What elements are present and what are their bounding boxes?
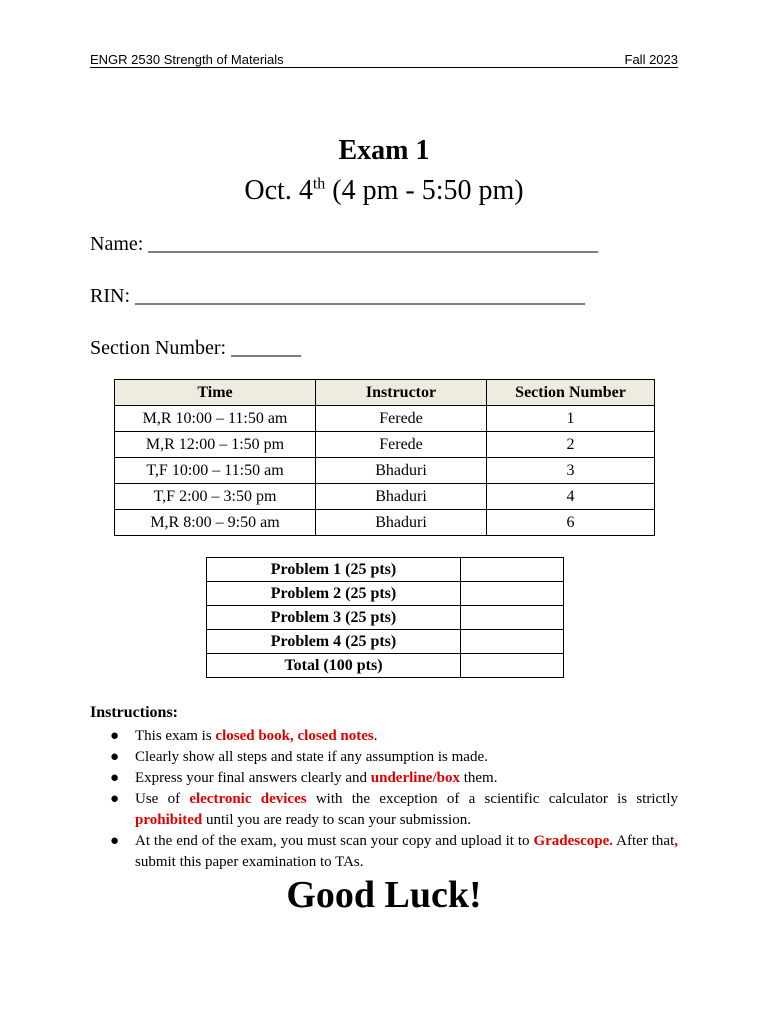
column-header-time: Time xyxy=(115,380,316,406)
score-row-total xyxy=(207,654,564,678)
score-table xyxy=(206,557,564,678)
exam-date-time: (4 pm - 5:50 pm) xyxy=(325,175,524,206)
table-row xyxy=(115,432,655,458)
cell-time: M,R 10:00 – 11:50 am xyxy=(115,406,316,432)
total-score-cell[interactable] xyxy=(461,654,564,678)
bullet-icon: ● xyxy=(110,770,120,786)
column-header-instructor: Instructor xyxy=(316,380,487,406)
instruction-text: Clearly show all steps and state if any assumption is made. xyxy=(135,749,488,765)
section-schedule-table xyxy=(114,379,655,536)
score-row xyxy=(207,606,564,630)
instruction-text: This exam is xyxy=(135,728,216,744)
cell-time: M,R 8:00 – 9:50 am xyxy=(115,510,316,536)
cell-section: 6 xyxy=(487,510,655,536)
total-label: Total (100 pts) xyxy=(207,654,461,678)
problem-label: Problem 2 (25 pts) xyxy=(207,582,461,606)
bullet-icon: ● xyxy=(110,833,120,849)
instruction-item xyxy=(90,726,678,747)
score-cell[interactable] xyxy=(461,630,564,654)
instructions-heading: Instructions: xyxy=(90,704,179,721)
instruction-emphasis: prohibited xyxy=(135,812,203,828)
instruction-item xyxy=(90,831,678,873)
score-cell[interactable] xyxy=(461,606,564,630)
cell-section: 2 xyxy=(487,432,655,458)
score-row xyxy=(207,582,564,606)
instruction-text: After that xyxy=(613,833,675,849)
course-name: ENGR 2530 Strength of Materials xyxy=(90,52,284,67)
instruction-text: Express your final answers clearly and xyxy=(135,770,371,786)
instruction-item xyxy=(90,747,678,768)
cell-time: T,F 10:00 – 11:50 am xyxy=(115,458,316,484)
cell-instructor: Bhaduri xyxy=(316,510,487,536)
cell-instructor: Bhaduri xyxy=(316,458,487,484)
cell-instructor: Ferede xyxy=(316,406,487,432)
instruction-text: until you are ready to scan your submission. xyxy=(202,812,471,828)
table-header-row xyxy=(115,380,655,406)
exam-date xyxy=(0,175,768,207)
instruction-emphasis: , xyxy=(674,833,678,849)
section-number-field[interactable]: Section Number: _______ xyxy=(90,337,302,359)
problem-label: Problem 3 (25 pts) xyxy=(207,606,461,630)
table-row xyxy=(115,510,655,536)
exam-title: Exam 1 xyxy=(338,135,430,166)
term: Fall 2023 xyxy=(624,52,678,67)
instruction-text: Use of xyxy=(135,791,190,807)
instruction-item xyxy=(90,789,678,831)
table-row xyxy=(115,458,655,484)
instruction-text: with the exception of a scientific calculator is strictly xyxy=(306,791,678,807)
instruction-text: them. xyxy=(459,770,498,786)
name-field[interactable]: Name: _____________________________________________ xyxy=(90,233,599,255)
problem-label: Problem 4 (25 pts) xyxy=(207,630,461,654)
instruction-emphasis: electronic devices xyxy=(189,791,307,807)
table-row xyxy=(115,484,655,510)
instruction-text: At the end of the exam, you must scan your copy and upload it to xyxy=(135,833,534,849)
score-cell[interactable] xyxy=(461,582,564,606)
score-row xyxy=(207,558,564,582)
cell-time: M,R 12:00 – 1:50 pm xyxy=(115,432,316,458)
exam-date-ordinal: th xyxy=(312,175,326,193)
cell-time: T,F 2:00 – 3:50 pm xyxy=(115,484,316,510)
bullet-icon: ● xyxy=(110,749,120,765)
page-header xyxy=(90,52,678,68)
cell-section: 1 xyxy=(487,406,655,432)
cell-section: 3 xyxy=(487,458,655,484)
bullet-icon: ● xyxy=(110,728,120,744)
problem-label: Problem 1 (25 pts) xyxy=(207,558,461,582)
instruction-text: submit this paper examination to TAs. xyxy=(135,854,364,870)
good-luck-message: Good Luck! xyxy=(286,874,482,916)
cell-instructor: Bhaduri xyxy=(316,484,487,510)
instruction-emphasis: Gradescope. xyxy=(533,833,614,849)
instruction-text: . xyxy=(373,728,378,744)
instruction-emphasis: closed book, closed notes xyxy=(215,728,374,744)
score-row xyxy=(207,630,564,654)
score-cell[interactable] xyxy=(461,558,564,582)
instructions-list xyxy=(90,726,678,873)
rin-field[interactable]: RIN: _____________________________________________ xyxy=(90,285,585,307)
table-row xyxy=(115,406,655,432)
cell-section: 4 xyxy=(487,484,655,510)
instruction-item xyxy=(90,768,678,789)
exam-date-prefix: Oct. 4 xyxy=(244,175,313,206)
instruction-emphasis: underline/box xyxy=(370,770,460,786)
bullet-icon: ● xyxy=(110,791,120,807)
cell-instructor: Ferede xyxy=(316,432,487,458)
column-header-section-number: Section Number xyxy=(487,380,655,406)
